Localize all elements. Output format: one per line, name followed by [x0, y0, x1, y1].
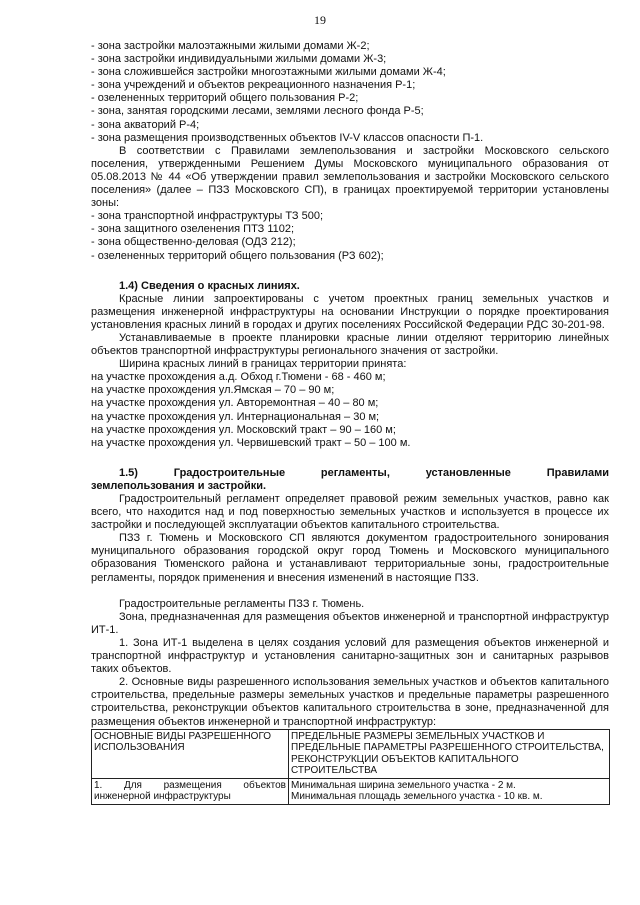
list-item: - зона транспортной инфраструктуры ТЗ 500; — [91, 210, 324, 223]
list-item: на участке прохождения ул. Червишевский тракт – 50 – 100 м. — [91, 436, 411, 449]
table-cell — [289, 778, 610, 804]
table-header-cell: ОСНОВНЫЕ ВИДЫ РАЗРЕШЕННОГО ИСПОЛЬЗОВАНИЯ — [92, 729, 289, 778]
section-1-4-heading: 1.4) Сведения о красных линиях. — [119, 279, 300, 292]
page-number: 19 — [314, 13, 326, 27]
spacer — [91, 263, 609, 280]
list-item: - зона защитного озеленения ПТЗ 1102; — [91, 223, 295, 236]
spacer — [91, 450, 609, 467]
table-row — [92, 778, 610, 804]
list-item: - зона застройки малоэтажными жилыми домами Ж-2; — [91, 40, 370, 52]
heading-word: Правилами — [546, 466, 609, 479]
list-item: - зона, занятая городскими лесами, землями лесного фонда Р-5; — [91, 105, 424, 118]
zones-list-pzz-moscow — [91, 210, 609, 262]
list-item: на участке прохождения ул. Московский тракт – 90 – 160 м; — [91, 423, 396, 436]
red-lines-widths-list — [91, 371, 609, 450]
regulation-paragraph-2: ПЗЗ г. Тюмень и Московского СП являются документом градостроительного зонирования муниципального образования городской округ город Тюмень и Московского муниципального образования Тюменского района и устанавливают территориальные зоны, градостроительные регламенты, порядок применения и внесения изменений в настоящие ПЗЗ. — [91, 532, 609, 584]
spacer — [91, 585, 609, 598]
list-item: - зона акваторий Р-4; — [91, 118, 200, 131]
heading-word: 1.5) — [119, 466, 138, 479]
red-lines-width-intro: Ширина красных линий в границах территории принята: — [119, 358, 407, 371]
heading-word: регламенты, — [320, 466, 390, 479]
section-1-5-heading-cont: землепользования и застройки. — [91, 479, 267, 492]
table-header-cell: ПРЕДЕЛЬНЫЕ РАЗМЕРЫ ЗЕМЕЛЬНЫХ УЧАСТКОВ И ПРЕДЕЛЬНЫЕ ПАРАМЕТРЫ РАЗРЕШЕННОГО СТРОИТЕЛЬСТВА, РЕКОНСТРУКЦИИ ОБЪЕКТОВ КАПИТАЛЬНОГО СТРОИТЕЛЬСТВА — [289, 729, 610, 778]
regulation-table — [91, 729, 610, 805]
list-item: - зона размещения производственных объектов IV-V классов опасности П-1. — [91, 131, 484, 144]
red-lines-paragraph-1: Красные линии запроектированы с учетом проектных границ земельных участков и размещения инженерной инфраструктуры на основании Инструкции о порядке проектирования установления красных линий в городах и других поселениях Российской Федерации РДС 30-201-98. — [91, 292, 609, 331]
zone-it1-item-2: 2. Основные виды разрешенного использования земельных участков и объектов капитального строительства, предельные размеры земельных участков и предельные параметры разрешенного строительства, реконструкции объектов капитального строительства в зоне, предназначенной для размещения объектов инженерной и транспортной инфраструктур: — [91, 676, 609, 728]
page-body — [91, 40, 609, 805]
list-item: на участке прохождения ул.Ямская – 70 – 90 м; — [91, 384, 335, 397]
zone-it1-item-1: 1. Зона ИТ-1 выделена в целях создания условий для размещения объектов инженерной и транспортной инфраструктур и установления санитарно-защитных зон и санитарных разрывов таких объектов. — [91, 636, 609, 676]
list-item: - зона сложившейся застройки многоэтажными жилыми домами Ж-4; — [91, 66, 446, 79]
table-header-row — [92, 729, 610, 778]
table-cell: 1. Для размещения объектов инженерной инфраструктуры — [92, 778, 289, 804]
heading-word: установленные — [425, 466, 511, 479]
list-item: - зона учреждений и объектов рекреационного назначения Р-1; — [91, 79, 416, 92]
list-item: - озелененных территорий общего пользования Р-2; — [91, 92, 359, 105]
heading-word: Градостроительные — [173, 466, 286, 479]
regulation-paragraph-1: Градостроительный регламент определяет правовой режим земельных участков, равно как всего, что находится над и под поверхностью земельных участков и используется в процессе их застройки и последующей эксплуатации объектов капитального строительства. — [91, 493, 609, 532]
list-item: - зона застройки индивидуальными жилыми домами Ж-3; — [91, 53, 387, 66]
list-item: - зона общественно-деловая (ОДЗ 212); — [91, 236, 296, 249]
list-item: на участке прохождения а.д. Обход г.Тюмени - 68 - 460 м; — [91, 371, 386, 384]
table-cell-line: Минимальная площадь земельного участка - 10 кв. м. — [291, 791, 543, 803]
zone-it1-intro: Зона, предназначенная для размещения объектов инженерной и транспортной инфраструктур ИТ-1. — [91, 610, 609, 636]
list-item: - озелененных территорий общего пользования (РЗ 602); — [91, 249, 384, 262]
section-1-5-heading — [91, 467, 609, 480]
pzz-tyumen-title: Градостроительные регламенты ПЗЗ г. Тюмень. — [119, 597, 365, 610]
list-item: на участке прохождения ул. Интернациональная – 30 м; — [91, 410, 380, 423]
moscow-rules-paragraph: В соответствии с Правилами землепользования и застройки Московского сельского поселения, утвержденными Решением Думы Московского муниципального образования от 05.08.2013 № 44 «Об утверждении правил землепользования и застройки Московского сельского поселения» (далее – ПЗЗ Московского СП), в границах проектируемой территории установлены зоны: — [91, 144, 609, 210]
zones-list-pzz-tyumen — [91, 40, 609, 145]
list-item: на участке прохождения ул. Авторемонтная – 40 – 80 м; — [91, 397, 379, 410]
table-cell-line: Минимальная ширина земельного участка - 2 м. — [291, 779, 516, 791]
red-lines-paragraph-2: Устанавливаемые в проекте планировки красные линии отделяют территорию линейных объектов транспортной инфраструктуры регионального значения от застройки. — [91, 331, 609, 358]
